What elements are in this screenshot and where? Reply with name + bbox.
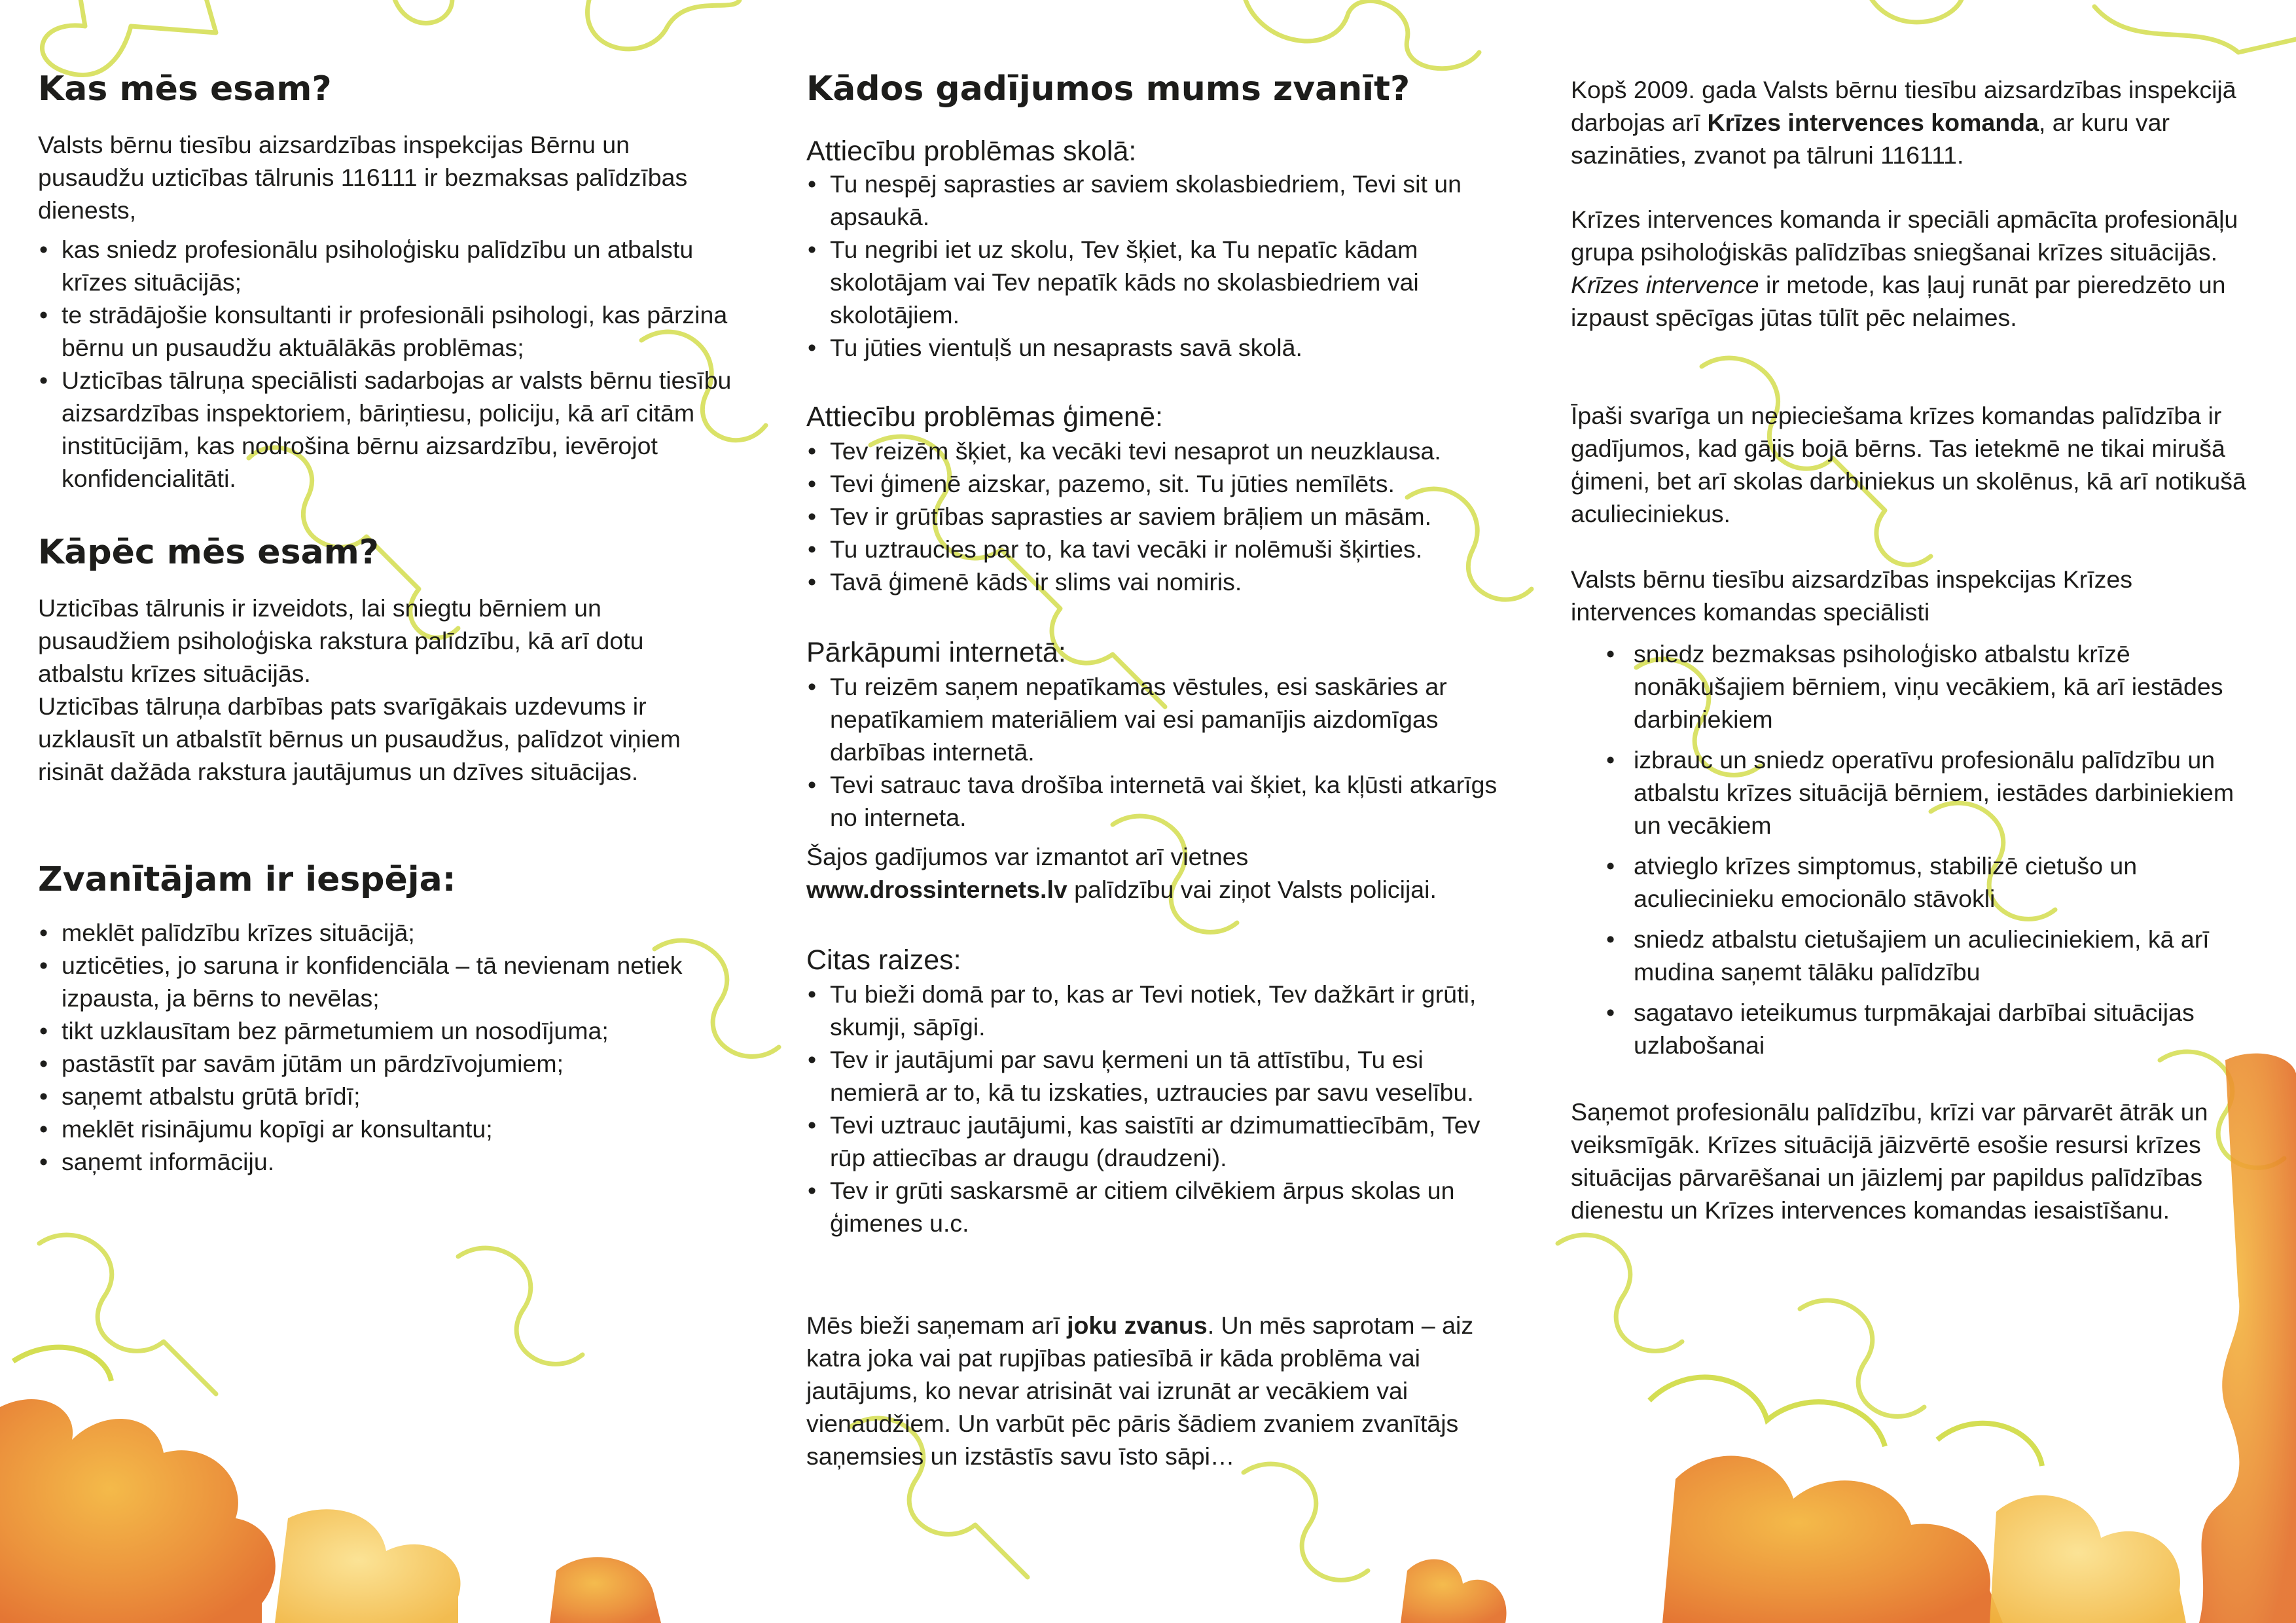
puzzle-piece-orange-left: [0, 1399, 276, 1623]
crisis-intro-text-b: , ar kuru var sazināties, zvanot pa tālruni 116111.: [1571, 109, 2170, 169]
list-item: • Uzticības tālruņa speciālisti sadarbojas ar valsts bērnu tiesību aizsardzības inspektoriem, bāriņtiesu, policiju, kā arī citām institūcijām, kas nodrošina bērnu aizsardzību, ievērojot konfidencialitāti.: [38, 364, 732, 495]
list-item: • Tev ir grūti saskarsmē ar citiem cilvēkiem ārpus skolas un ģimenes u.c.: [806, 1174, 1513, 1240]
puzzle-piece-yellow-right: [1990, 1495, 2186, 1623]
list-item: • pastāstīt par savām jūtām un pārdzīvojumiem;: [38, 1047, 732, 1080]
crisis-team-intro: [1571, 73, 2265, 171]
school-problems-list: [806, 168, 1513, 364]
why-paragraph-2: Uzticības tālruņa darbības pats svarīgākais uzdevums ir uzklausīt un atbalstīt bērnus un pusaudžus, palīdzot viņiem risināt dažāda rakstura jautājumus un dzīves situācijas.: [38, 692, 681, 785]
list-item: • meklēt palīdzību krīzes situācijā;: [38, 916, 732, 949]
heading-caller-options: Zvanītājam ir iespēja:: [38, 860, 456, 899]
list-item: • izbrauc un sniedz operatīvu profesionālu palīdzību un atbalstu krīzes situācijā bērniem, iestādes darbiniekiem un vecākiem: [1571, 743, 2265, 842]
subheading-school-problems: Attiecību problēmas skolā:: [806, 135, 1137, 167]
heading-who-we-are: Kas mēs esam?: [38, 69, 332, 109]
intro-paragraph: Valsts bērnu tiesību aizsardzības inspekcijas Bērnu un pusaudžu uzticības tālrunis 116111 ir bezmaksas palīdzības dienests,: [38, 131, 688, 224]
crisis-intro-text-a: Kopš 2009. gada Valsts bērnu tiesību aizsardzības inspekcijā darbojas arī: [1571, 76, 2236, 136]
subheading-family-problems: Attiecību problēmas ģimenē:: [806, 401, 1163, 433]
list-item: • tikt uzklausītam bez pārmetumiem un nosodījuma;: [38, 1014, 732, 1047]
definition-text-a: Krīzes intervences komanda ir speciāli apmācīta profesionāļu grupa psiholoģiskās palīdzības sniegšanai krīzes situācijās.: [1571, 205, 2238, 266]
internet-violations-list: [806, 670, 1513, 834]
heading-when-to-call: Kādos gadījumos mums zvanīt?: [806, 69, 1410, 109]
list-item: • Tevi satrauc tava drošība internetā vai šķiet, ka kļūsti atkarīgs no interneta.: [806, 768, 1513, 834]
list-item: • Tu negribi iet uz skolu, Tev šķiet, ka Tu nepatīc kādam skolotājam vai Tev nepatīk kāds no skolasbiedriem vai skolotājiem.: [806, 233, 1513, 331]
other-worries-list: [806, 978, 1513, 1240]
puzzle-outline-top-left: [42, 0, 216, 75]
internet-note-text-end: palīdzību vai ziņot Valsts policijai.: [1067, 876, 1437, 903]
list-item: • sagatavo ieteikumus turpmākajai darbībai situācijas uzlabošanai: [1571, 996, 2265, 1061]
list-item: • saņemt atbalstu grūtā brīdī;: [38, 1080, 732, 1113]
puzzle-outline-top-right: [1244, 0, 1479, 69]
puzzle-outline-top-mid: [393, 0, 740, 49]
crisis-team-definition: [1571, 203, 2265, 334]
list-item: • Tevi uztrauc jautājumi, kas saistīti ar dzimumattiecībām, Tev rūp attiecības ar draugu (draudzeni).: [806, 1109, 1513, 1174]
list-item: • Tu bieži domā par to, kas ar Tevi notiek, Tev dažkārt ir grūti, skumji, sāpīgi.: [806, 978, 1513, 1043]
heading-why-we-exist: Kāpēc mēs esam?: [38, 533, 379, 572]
specialists-list: [1571, 637, 2265, 1069]
prank-text-b: . Un mēs saprotam – aiz katra joka vai pat rupjības patiesībā ir kāda problēma vai jautājums, ko nevar atrisināt vai izrunāt ar vecākiem vai vienaudžiem. Un varbūt pēc pāris šādiem zvaniem zvanītājs saņemsies un izstāstīs savu īsto sāpi…: [806, 1311, 1474, 1470]
specialists-intro: Valsts bērnu tiesību aizsardzības inspekcijas Krīzes intervences komandas speciālisti: [1571, 565, 2133, 626]
puzzle-outline-low-left: [39, 1235, 216, 1394]
list-item: • Tu uztraucies par to, ka tavi vecāki ir nolēmuši šķirties.: [806, 533, 1513, 565]
prank-calls-paragraph: [806, 1309, 1500, 1472]
prank-text-a: Mēs bieži saņemam arī: [806, 1311, 1067, 1339]
list-item: • te strādājošie konsultanti ir profesionāli psihologi, kas pārzina bērnu un pusaudžu aktuālākās problēmas;: [38, 298, 732, 364]
list-item: • saņemt informāciju.: [38, 1145, 732, 1178]
subheading-internet-violations: Pārkāpumi internetā:: [806, 637, 1066, 668]
drossinternets-link[interactable]: www.drossinternets.lv: [806, 876, 1067, 903]
list-item: • meklēt risinājumu kopīgi ar konsultantu;: [38, 1113, 732, 1145]
list-item: • atvieglo krīzes simptomus, stabilizē cietušo un aculiecinieku emocionālo stāvokli: [1571, 849, 2265, 915]
who-we-are-list: [38, 233, 732, 495]
list-item: • Tev reizēm šķiet, ka vecāki tevi nesaprot un neuzklausa.: [806, 435, 1513, 467]
list-item: • Tevi ģimenē aizskar, pazemo, sit. Tu jūties nemīlēts.: [806, 467, 1513, 500]
list-item: • sniedz bezmaksas psiholoģisko atbalstu krīzē nonākušajiem bērniem, viņu vecākiem, kā arī iestādes darbiniekiem: [1571, 637, 2265, 736]
caller-options-list: [38, 916, 732, 1178]
definition-text-b: ir metode, kas ļauj runāt par pieredzēto un izpaust spēcīgas jūtas tūlīt pēc nelaimes.: [1571, 271, 2226, 331]
closing-paragraph: Saņemot profesionālu palīdzību, krīzi var pārvarēt ātrāk un veiksmīgāk. Krīzes situācijā jāizvērtē esošie resursi krīzes situācijas pārvarēšanai un jāizlemj par papildus palīdzības dienestu un Krīzes intervences komandas iesaistīšanu.: [1571, 1098, 2208, 1224]
list-item: • uzticēties, jo saruna ir konfidenciāla – tā nevienam netiek izpausta, ja bērns to nevēlas;: [38, 949, 732, 1014]
why-paragraph-1: Uzticības tālrunis ir izveidots, lai sniegtu bērniem un pusaudžiem psiholoģiska rakstura palīdzību, kā arī dotu atbalstu krīzes situācijās.: [38, 594, 644, 687]
list-item: • Tavā ģimenē kāds ir slims vai nomiris.: [806, 565, 1513, 598]
puzzle-piece-orange-center: [1401, 1560, 1507, 1623]
internet-note: [806, 840, 1513, 906]
list-item: • kas sniedz profesionālu psiholoģisku palīdzību un atbalstu krīzes situācijās;: [38, 233, 732, 298]
list-item: • Tev ir grūtības saprasties ar saviem brāļiem un māsām.: [806, 500, 1513, 533]
list-item: • Tu reizēm saņem nepatīkamas vēstules, esi saskāries ar nepatīkamiem materiāliem vai esi pamanījis aizdomīgas darbības internetā.: [806, 670, 1513, 768]
family-problems-list: [806, 435, 1513, 598]
puzzle-piece-orange-mid-left: [550, 1557, 661, 1623]
internet-note-text: Šajos gadījumos var izmantot arī vietnes: [806, 843, 1249, 870]
puzzle-piece-yellow-left: [275, 1509, 460, 1623]
crisis-intervention-italic: Krīzes intervence: [1571, 271, 1759, 298]
subheading-other-worries: Citas raizes:: [806, 944, 961, 976]
list-item: • sniedz atbalstu cietušajiem un aculieciniekiem, kā arī mudina saņemt tālāku palīdzību: [1571, 923, 2265, 988]
list-item: • Tu nespēj saprasties ar saviem skolasbiedriem, Tevi sit un apsaukā.: [806, 168, 1513, 233]
puzzle-piece-orange-right: [1662, 1455, 2003, 1623]
list-item: • Tu jūties vientuļš un nesaprasts savā skolā.: [806, 331, 1513, 364]
crisis-team-bold: Krīzes intervences komanda: [1707, 109, 2039, 136]
list-item: • Tev ir jautājumi par savu ķermeni un tā attīstību, Tu esi nemierā ar to, kā tu izskaties, uztraucies par savu veselību.: [806, 1043, 1513, 1109]
prank-calls-bold: joku zvanus: [1067, 1311, 1208, 1339]
crisis-importance-paragraph: Īpaši svarīga un nepieciešama krīzes komandas palīdzība ir gadījumos, kad gājis bojā bērns. Tas ietekmē ne tikai mirušā ģimeni, bet arī skolas darbiniekus un skolēnus, kā arī notikušā aculieciniekus.: [1571, 402, 2246, 527]
